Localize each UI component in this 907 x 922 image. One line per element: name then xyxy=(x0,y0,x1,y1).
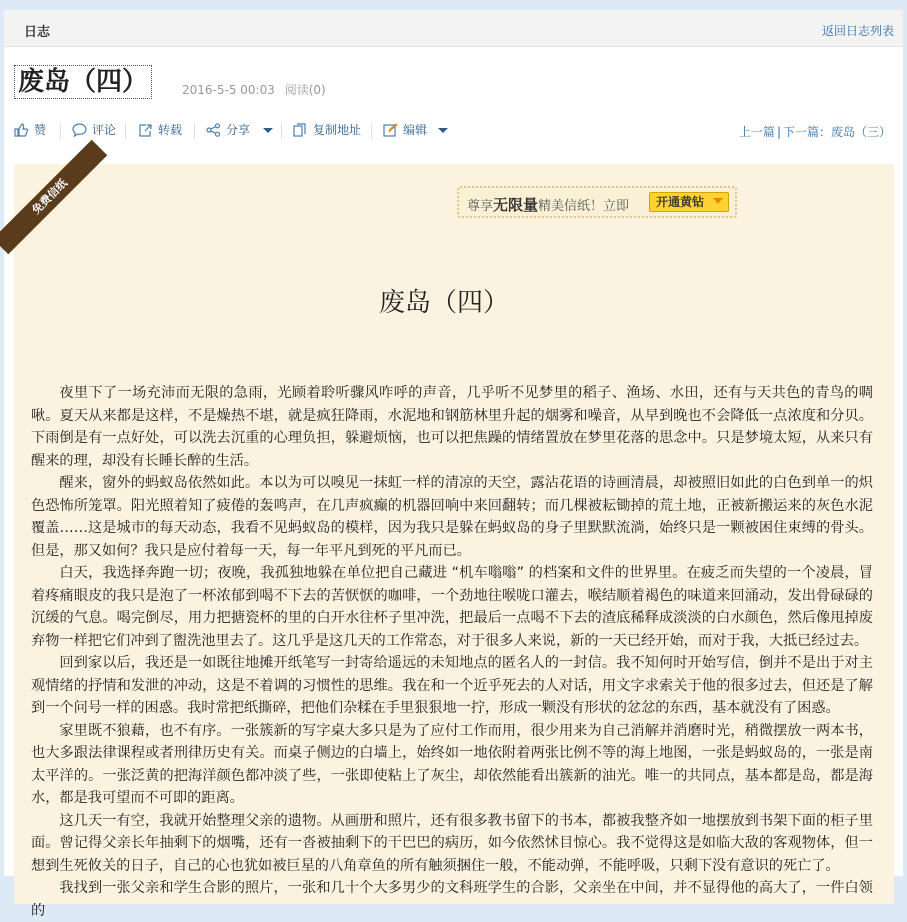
promo-post: 精美信纸！立即 xyxy=(538,199,630,214)
letter-paper xyxy=(14,164,894,919)
toolbar-divider xyxy=(281,123,282,139)
open-vip-button[interactable] xyxy=(649,192,729,212)
next-post-link[interactable]: 下一篇：废岛（三） xyxy=(782,125,891,139)
article-body xyxy=(31,382,873,922)
edit-dropdown-caret-icon[interactable] xyxy=(438,128,448,133)
free-letter-ribbon: 免费信纸 xyxy=(0,140,107,255)
toolbar-divider xyxy=(371,123,372,139)
paragraph: 白天，我选择奔跑一切；夜晚，我孤独地躲在单位把自己藏进 “机车嗡嗡” 的档案和文件的世界里。在疲乏而失望的一个凌晨，冒着疼痛眼皮的我只是泡了一杯浓郁到喝不下去的苦恹恹的咖啡，一个劲地往喉咙口灌去，喉结顺着褐色的味道来回涌动，发出骨碌碌的沉缓的气息。喝完倒尽，用力把搪瓷杯的里的白开水往杯子里冲洗，把最后一点喝不下去的渣底稀释成淡淡的白水颜色，然后像甩掉废弃物一样把它们冲到了盥洗池里去了。这几乎是这几天的工作常态，对于很多人来说，新的一天已经开始，而对于我，大抵已经过去。 xyxy=(31,565,873,649)
repost-label: 转载 xyxy=(158,123,183,137)
repost-icon xyxy=(138,123,153,137)
share-icon xyxy=(206,123,221,137)
diamond-icon xyxy=(713,198,723,204)
blog-frame xyxy=(4,10,903,919)
paragraph: 夜里下了一场充沛而无限的急雨，光顾着聆听骤风咋呼的声音，几乎听不见梦里的稻子、渔场、水田，还有与天共色的青鸟的啁啾。夏天从来都是这样，不是燥热不堪，就是疯狂降雨，水泥地和钢筋林里升起的烟雾和噪音，从早到晚也不会降低一点浓度和分贝。下雨倒是有一点好处，可以洗去沉重的心理负担，躲避烦恼，也可以把焦躁的情绪置放在梦里花落的思念中。只是梦境太短，从来只有醒来的理，却没有长睡长醉的生活。 xyxy=(31,385,873,469)
back-to-list-link[interactable]: 返回日志列表 xyxy=(821,24,894,38)
paragraph: 这几天一有空，我就开始整理父亲的遗物。从画册和照片，还有很多教书留下的书本，都被我整齐如一地摆放到书架下面的柜子里面。曾记得父亲长年抽剩下的烟嘴，还有一沓被抽剩下的干巴巴的病历，如今依然怵目惊心。我不觉得这是如临大敌的客观物体，但一想到生死攸关的日子，自己的心也犹如被巨星的八角章鱼的所有触须捆住一般，不能动弹，不能呼吸，只剩下没有意识的死亡了。 xyxy=(31,812,873,874)
post-navigation xyxy=(739,123,891,140)
paragraph: 醒来，窗外的蚂蚁岛依然如此。本以为可以嗅见一抹虹一样的清凉的天空，露沾花语的诗画清晨，却被照旧如此的白色到单一的炽色恐怖所笼罩。阳光照着知了疲倦的轰鸣声，在几声疯癫的机器回响中来回翻转；而几棵被耘锄掉的荒土地，正被新搬运来的灰色水泥覆盖……这是城市的每天动态，我看不见蚂蚁岛的模样，因为我只是躲在蚂蚁岛的身子里默默流淌，始终只是一颗被困住束缚的骨头。但是，那又如何？我只是应付着每一天，每一年平凡到死的平凡而已。 xyxy=(31,475,873,559)
share-dropdown-caret-icon[interactable] xyxy=(263,128,273,133)
share-label: 分享 xyxy=(226,123,251,137)
open-vip-label: 开通黄钻 xyxy=(656,195,705,209)
toolbar-divider xyxy=(60,123,61,139)
toolbar-divider xyxy=(194,123,195,139)
copy-icon xyxy=(293,123,308,137)
paragraph: 我找到一张父亲和学生合影的照片，一张和几十个大多男少的文科班学生的合影，父亲坐在中间，并不显得他的高大了，一件白领的 xyxy=(31,880,873,919)
copy-url-label: 复制地址 xyxy=(313,123,362,137)
toolbar-divider xyxy=(125,123,126,139)
promo-highlight: 无限量 xyxy=(493,196,539,214)
nav-separator: | xyxy=(776,125,781,139)
edit-icon xyxy=(383,123,398,137)
top-bar xyxy=(4,10,903,47)
thumbs-up-icon xyxy=(14,123,28,137)
paragraph: 回到家以后，我还是一如既往地摊开纸笔写一封寄给遥远的未知地点的匿名人的一封信。我不知何时开始写信，倒并不是出于对主观情绪的抒情和发泄的冲动，这是不着调的习惯性的思维。我在和一个近乎死去的人对话，用文字求索关于他的很多过去，但还是了解到一个问号一样的困惑。我时常把纸撕碎，把他们杂糅在手里狠狠地一拧，形成一颗没有形状的忿忿的东西，基本就没有了困惑。 xyxy=(31,655,873,716)
vip-promo-banner xyxy=(457,186,737,218)
prev-post-link[interactable]: 上一篇 xyxy=(738,125,775,139)
promo-text xyxy=(467,194,629,215)
post-meta xyxy=(182,81,332,98)
comment-label: 评论 xyxy=(92,123,117,137)
letter-title: 废岛（四） xyxy=(378,288,509,318)
paragraph: 家里既不狼藉，也不有序。一张簇新的写字桌大多只是为了应付工作而用，很少用来为自己消解并消磨时光，稍微摆放一两本书，也大多跟法律课程或者刑律历史有关。而桌子侧边的白墙上，始终如一地依附着两张比例不等的海上地图，一张是蚂蚁岛的，一张是南太平洋的。一张泛黄的把海洋颜色都冲淡了些，一张即使粘上了灰尘，却依然能看出簇新的油光。唯一的共同点，基本都是岛，都是海水，都是我可望而不可即的距离。 xyxy=(31,722,873,806)
edit-label: 编辑 xyxy=(403,123,428,137)
post-title: 废岛（四） xyxy=(14,65,152,99)
post-date: 2016-5-5 00:03 xyxy=(182,83,275,97)
like-label: 赞 xyxy=(34,123,47,137)
section-title: 日志 xyxy=(24,25,51,40)
comment-icon xyxy=(72,123,87,137)
post-reads: 阅读(0) xyxy=(284,83,326,97)
promo-pre: 尊享 xyxy=(467,199,494,214)
